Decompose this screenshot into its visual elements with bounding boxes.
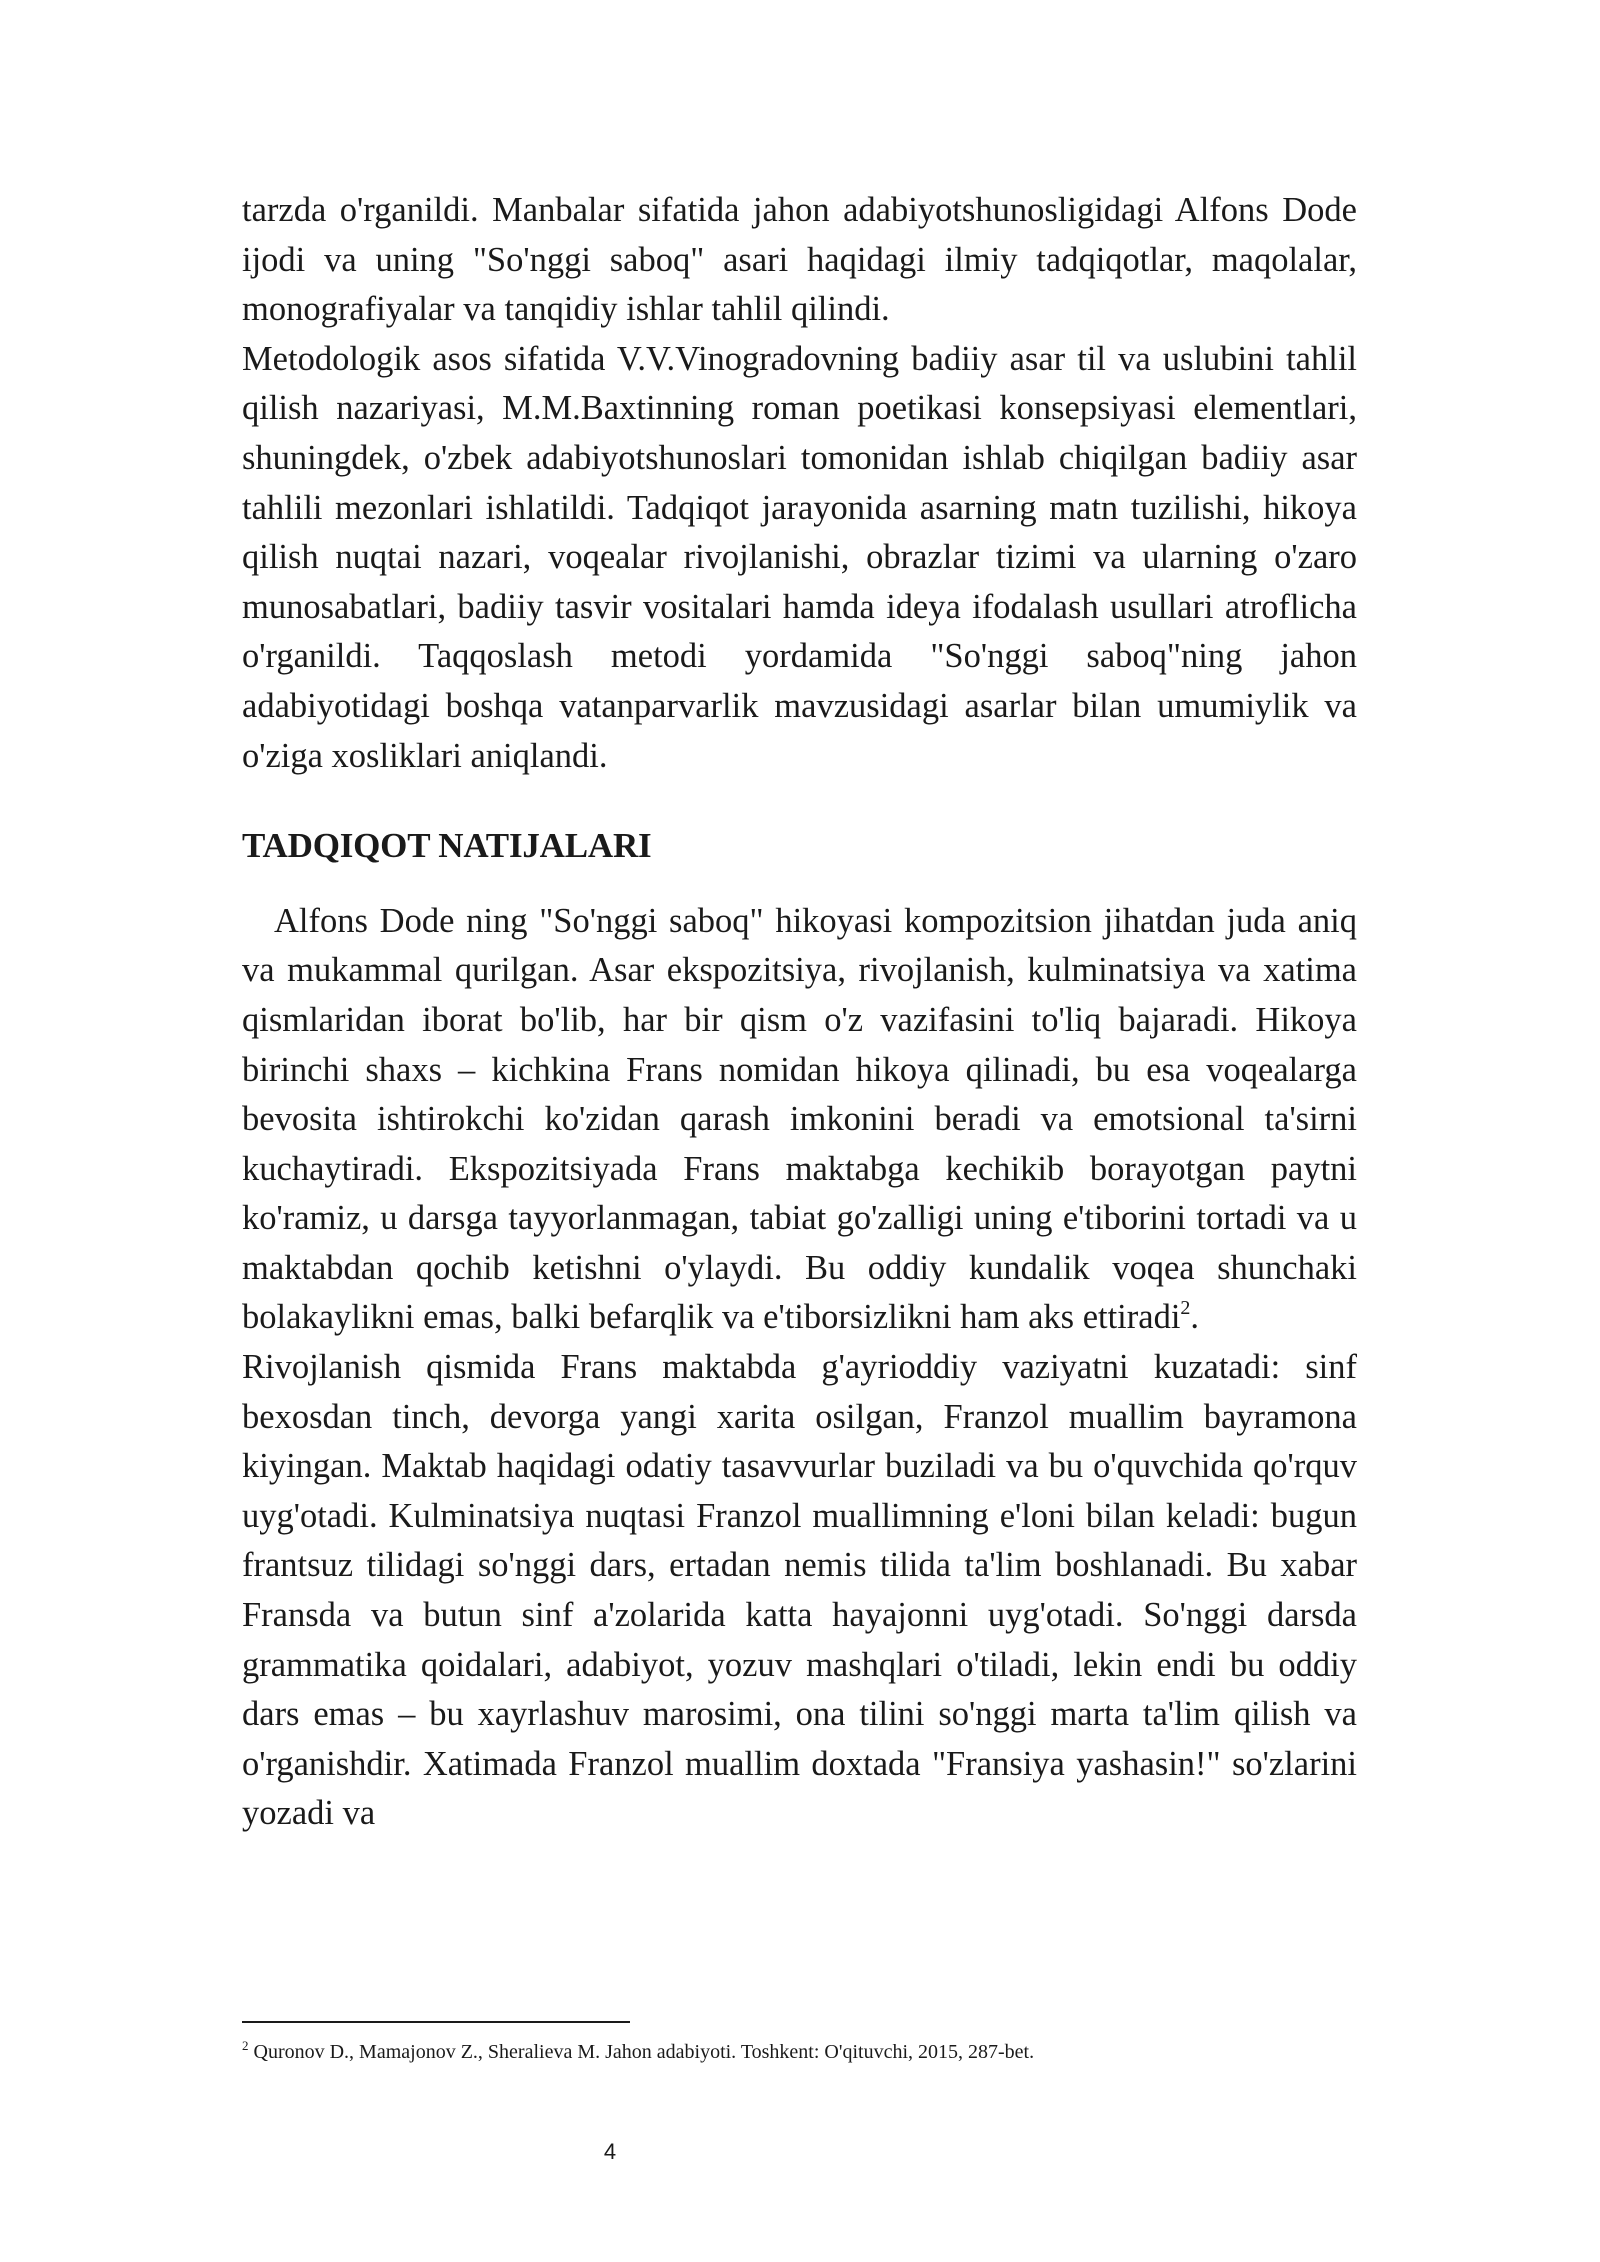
paragraph-methodology: Metodologik asos sifatida V.V.Vinogradovning badiiy asar til va uslubini tahlil qilish nazariyasi, M.M.Baxtinning roman poetikasi konsepsiyasi elementlari, shuningdek, o'zbek adabiyotshunoslari tomonidan ishlab chiqilgan badiiy asar tahlili mezonlari ishlatildi. Tadqiqot jarayonida asarning matn tuzilishi, hikoya qilish nuqtai nazari, voqealar rivojlanishi, obrazlar tizimi va ularning o'zaro munosabatlari, badiiy tasvir vositalari hamda ideya ifodalash usullari atroflicha o'rganildi. Taqqoslash metodi yordamida "So'nggi saboq"ning jahon adabiyotidagi boshqa vatanparvarlik mavzusidagi asarlar bilan umumiylik va o'ziga xosliklari aniqlandi. [242, 339, 1357, 775]
paragraph-composition-text: Alfons Dode ning "So'nggi saboq" hikoyasi kompozitsion jihatdan juda aniq va mukammal qurilgan. Asar ekspozitsiya, rivojlanish, kulminatsiya va xatima qismlaridan iborat bo'lib, har bir qism o'z vazifasini to'liq bajaradi. Hikoya birinchi shaxs – kichkina Frans nomidan hikoya qilinadi, bu esa voqealarga bevosita ishtirokchi ko'zidan qarash imkonini beradi va emotsional ta'sirni kuchaytiradi. Ekspozitsiyada Frans maktabga kechikib borayotgan paytni ko'ramiz, u darsga tayyorlanmagan, tabiat go'zalligi uning e'tiborini tortadi va u maktabdan qochib ketishni o'ylaydi. Bu oddiy kundalik voqea shunchaki bolakaylikni emas, balki befarqlik va e'tiborsizlikni ham aks ettiradi [242, 901, 1357, 1337]
footnote-number: 2 [242, 2038, 249, 2053]
page-body [242, 186, 1357, 1839]
footnote-divider [242, 2021, 630, 2023]
footnote-reference[interactable]: 2 [1180, 1297, 1191, 1320]
section-heading: TADQIQOT NATIJALARI [242, 826, 652, 866]
footnote-text: Quronov D., Mamajonov Z., Sheralieva M. Jahon adabiyoti. Toshkent: O'qituvchi, 2015, 287-bet. [248, 2041, 1035, 2063]
paragraph-composition-end: . [1190, 1298, 1200, 1337]
paragraph-sources: tarzda o'rganildi. Manbalar sifatida jahon adabiyotshunosligidagi Alfons Dode ijodi va uning "So'nggi saboq" asari haqidagi ilmiy tadqiqotlar, maqolalar, monografiyalar va tanqidiy ishlar tahlil qilindi. [242, 191, 1357, 329]
page-number: 4 [603, 2139, 617, 2164]
paragraph-development: Rivojlanish qismida Frans maktabda g'ayrioddiy vaziyatni kuzatadi: sinf bexosdan tinch, devorga yangi xarita osilgan, Franzol muallim bayramona kiyingan. Maktab haqidagi odatiy tasavvurlar buziladi va bu o'quvchida qo'rquv uyg'otadi. Kulminatsiya nuqtasi Franzol muallimning e'loni bilan keladi: bugun frantsuz tilidagi so'nggi dars, ertadan nemis tilida ta'lim boshlanadi. Bu xabar Fransda va butun sinf a'zolarida katta hayajonni uyg'otadi. So'nggi darsda grammatika qoidalari, adabiyot, yozuv mashqlari o'tiladi, lekin endi bu oddiy dars emas – bu xayrlashuv marosimi, ona tilini so'nggi marta ta'lim qilish va o'rganishdir. Xatimada Franzol muallim doxtada "Fransiya yashasin!" so'zlarini yozadi va [242, 1348, 1357, 1833]
paragraph-composition [242, 897, 1357, 1343]
footnote [242, 2038, 1357, 2066]
